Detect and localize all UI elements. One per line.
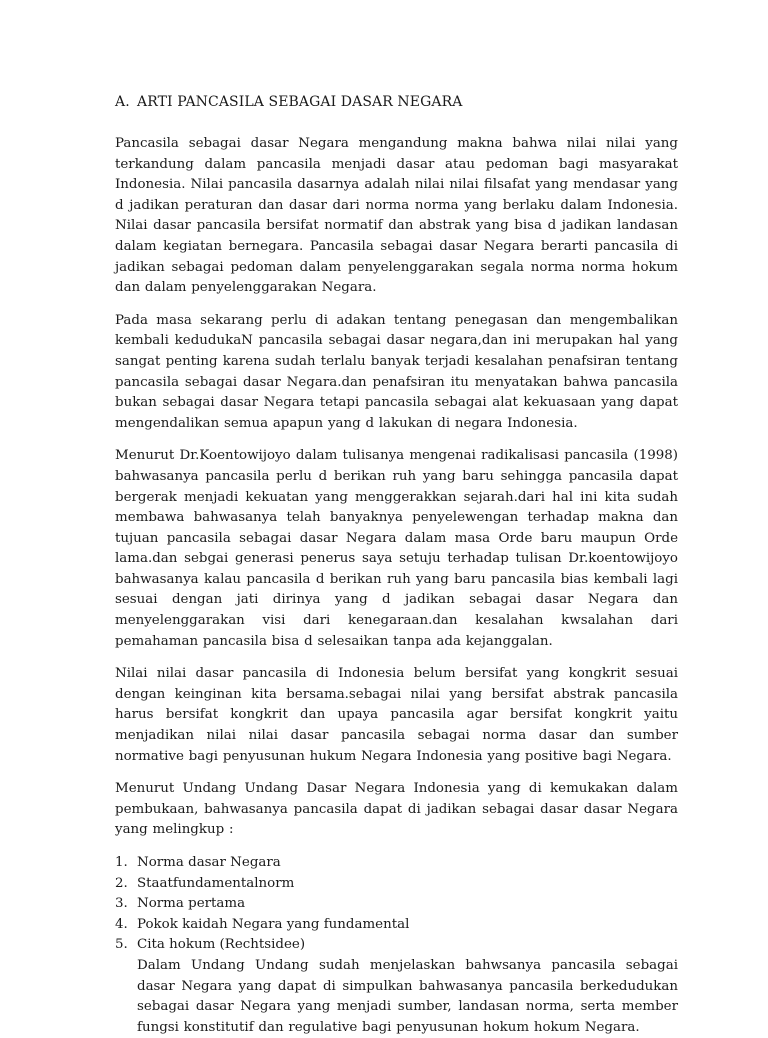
paragraph-3: Menurut Dr.Koentowijoyo dalam tulisanya mengenai radikalisasi pancasila (1998) bahwasanya pancasila perlu d berikan ruh yang baru sehingga pancasila dapat bergerak menjadi kekuatan yang menggerakkan sejarah.dari hal ini kita sudah membawa bahwasanya telah banyaknya penyelewengan terhadap makna dan tujuan pancasila sebagai dasar Negara dalam masa Orde baru maupun Orde lama.dan sebgai generasi penerus saya setuju terhadap tulisan Dr.koentowijoyo bahwasanya kalau pancasila d berikan ruh yang baru pancasila bias kembali lagi sesuai dengan jati dirinya yang d jadikan sebagai dasar Negara dan menyelenggarakan visi dari kenegaraan.dan kesalahan kwsalahan dari pemahaman pancasila bisa d selesaikan tanpa ada kejanggalan. <box>115 448 678 649</box>
list-number: 2. <box>115 875 128 891</box>
list-item <box>115 894 678 915</box>
paragraph-1: Pancasila sebagai dasar Negara mengandung makna bahwa nilai nilai yang terkandung dalam pancasila menjadi dasar atau pedoman bagi masyarakat Indonesia. Nilai pancasila dasarnya adalah nilai nilai filsafat yang mendasar yang d jadikan peraturan dan dasar dari norma norma yang berlaku dalam Indonesia. Nilai dasar pancasila bersifat normatif dan abstrak yang bisa d jadikan landasan dalam kegiatan bernegara. Pancasila sebagai dasar Negara berarti pancasila di jadikan sebagai pedoman dalam penyelenggarakan segala norma norma hokum dan dalam penyelenggarakan Negara. <box>115 136 678 296</box>
closing-paragraph: Dalam Undang Undang sudah menjelaskan bahwsanya pancasila sebagai dasar Negara yang dapat di simpulkan bahwasanya pancasila berkedudukan sebagai dasar Negara yang menjadi sumber, landasan norma, serta member fungsi konstitutif dan regulative bagi penyusunan hokum hokum Negara. <box>137 957 678 1035</box>
list-text: Pokok kaidah Negara yang fundamental <box>137 916 410 932</box>
list-number: 4. <box>115 916 128 932</box>
list-text: Cita hokum (Rechtsidee) <box>137 937 306 953</box>
list-number: 3. <box>115 896 128 912</box>
list-text: Norma dasar Negara <box>137 855 281 870</box>
list-text: Staatfundamentalnorm <box>137 875 295 891</box>
list-number: 1. <box>115 855 128 870</box>
paragraph-2: Pada masa sekarang perlu di adakan tentang penegasan dan mengembalikan kembali kedudukaN pancasila sebagai dasar negara,dan ini merupakan hal yang sangat penting karena sudah terlalu banyak terjadi kesalahan penafsiran tentang pancasila sebagai dasar Negara.dan penafsiran itu menyatakan bahwa pancasila bukan sebagai dasar Negara tetapi pancasila sebagai alat kekuasaan yang dapat mengendalikan semua apapun yang d lakukan di negara Indonesia. <box>115 312 678 431</box>
list-item <box>115 874 678 895</box>
list-item <box>115 915 678 936</box>
section-title: ARTI PANCASILA SEBAGAI DASAR NEGARA <box>137 94 463 110</box>
section-heading <box>115 92 678 112</box>
numbered-list <box>115 853 678 956</box>
list-number: 5. <box>115 937 128 953</box>
list-text: Norma pertama <box>137 896 246 912</box>
paragraph-5: Menurut Undang Undang Dasar Negara Indonesia yang di kemukakan dalam pembukaan, bahwasanya pancasila dapat di jadikan sebagai dasar dasar Negara yang melingkup : <box>115 781 678 838</box>
list-item <box>115 935 678 956</box>
section-label: A. <box>115 94 130 110</box>
list-item <box>115 853 678 874</box>
paragraph-4: Nilai nilai dasar pancasila di Indonesia belum bersifat yang kongkrit sesuai dengan keinginan kita bersama.sebagai nilai yang bersifat abstrak pancasila harus bersifat kongkrit dan upaya pancasila agar bersifat kongkrit yaitu menjadikan nilai nilai dasar pancasila sebagai norma dasar dan sumber normative bagi penyusunan hukum Negara Indonesia yang positive bagi Negara. <box>115 666 678 764</box>
